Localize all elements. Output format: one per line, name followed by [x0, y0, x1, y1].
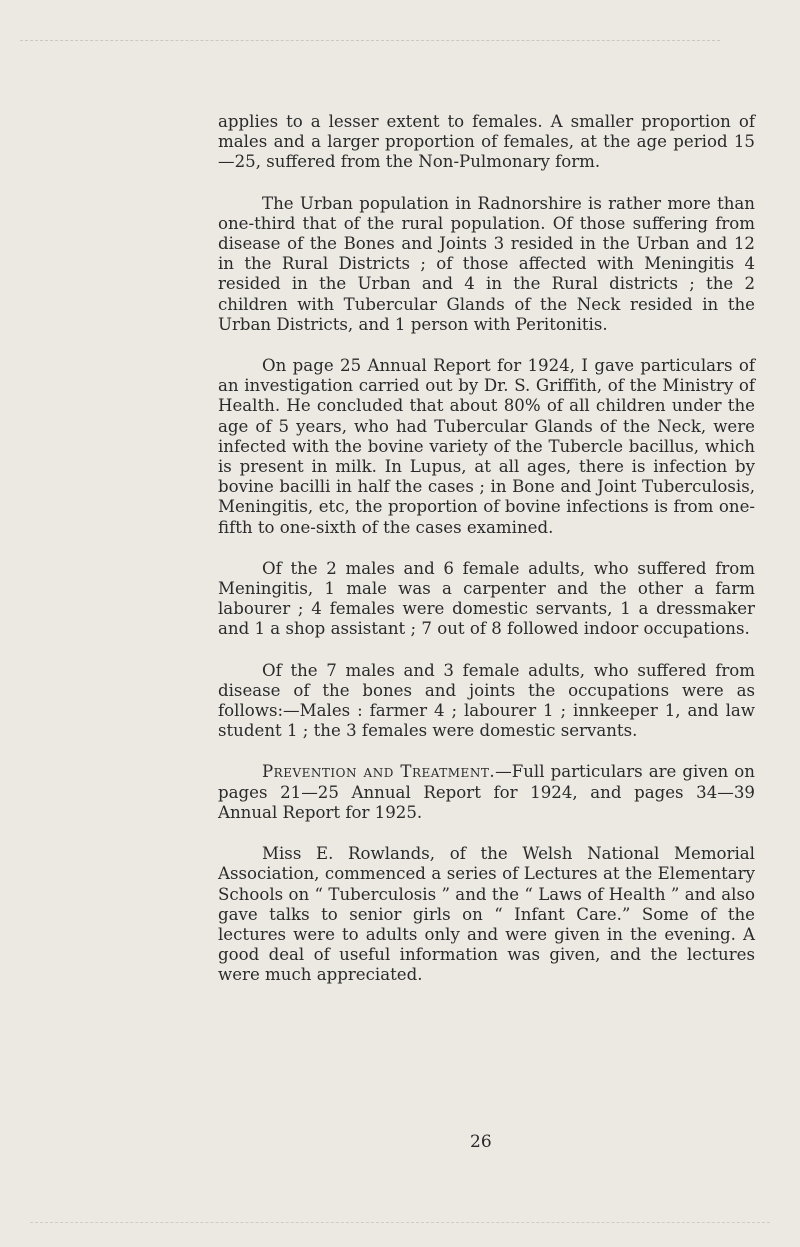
paragraph-1: applies to a lesser extent to females. A smaller proportion of males and a larger proportion of females, at the age period 15—25, suffered from the Non-Pulmonary form.: [218, 112, 755, 172]
page-edge-bottom: [30, 1222, 770, 1223]
paragraph-3: On page 25 Annual Report for 1924, I gave particulars of an investigation carried out by Dr. S. Griffith, of the Ministry of Health. He concluded that about 80% of all children under the age of 5 years, who had Tubercular Glands of the Neck, were infected with the bovine variety of the Tubercle bacillus, which is present in milk. In Lupus, at all ages, there is infection by bovine bacilli in half the cases ; in Bone and Joint Tuberculosis, Meningitis, etc, the proportion of bovine infections is from one-fifth to one-sixth of the cases examined.: [218, 356, 755, 537]
paragraph-4: Of the 2 males and 6 female adults, who suffered from Meningitis, 1 male was a carpenter and the other a farm labourer ; 4 females were domestic servants, 1 a dressmaker and 1 a shop assistant ; 7 out of 8 followed indoor occupations.: [218, 558, 755, 639]
paragraph-prevention: [218, 762, 755, 823]
prevention-heading: Prevention and Treatment.: [262, 762, 496, 782]
body-text: [218, 112, 755, 1007]
paragraph-5: Of the 7 males and 3 female adults, who suffered from disease of the bones and joints the occupations were as follows:—Males : farmer 4 ; labourer 1 ; innkeeper 1, and law student 1 ; the 3 females were domestic servants.: [218, 660, 755, 741]
paragraph-lectures: Miss E. Rowlands, of the Welsh National Memorial Association, commenced a series of Lectures at the Elementary Schools on “ Tuberculosis ” and the “ Laws of Health ” and also gave talks to senior girls on “ Infant Care.” Some of the lectures were to adults only and were given in the evening. A good deal of useful information was given, and the lectures were much appreciated.: [218, 844, 755, 985]
paragraph-2: The Urban population in Radnorshire is rather more than one-third that of the rural population. Of those suffering from disease of the Bones and Joints 3 resided in the Urban and 12 in the Rural Districts ; of those affected with Meningitis 4 resided in the Urban and 4 in the Rural districts ; the 2 children with Tubercular Glands of the Neck resided in the Urban Districts, and 1 person with Peritonitis.: [218, 193, 755, 334]
page-number: 26: [470, 1132, 492, 1152]
page-edge-top: [20, 40, 720, 41]
prevention-text: —Full particulars are given on pages 21—25 Annual Report for 1924, and pages 34—39 Annual Report for 1925.: [218, 762, 755, 822]
